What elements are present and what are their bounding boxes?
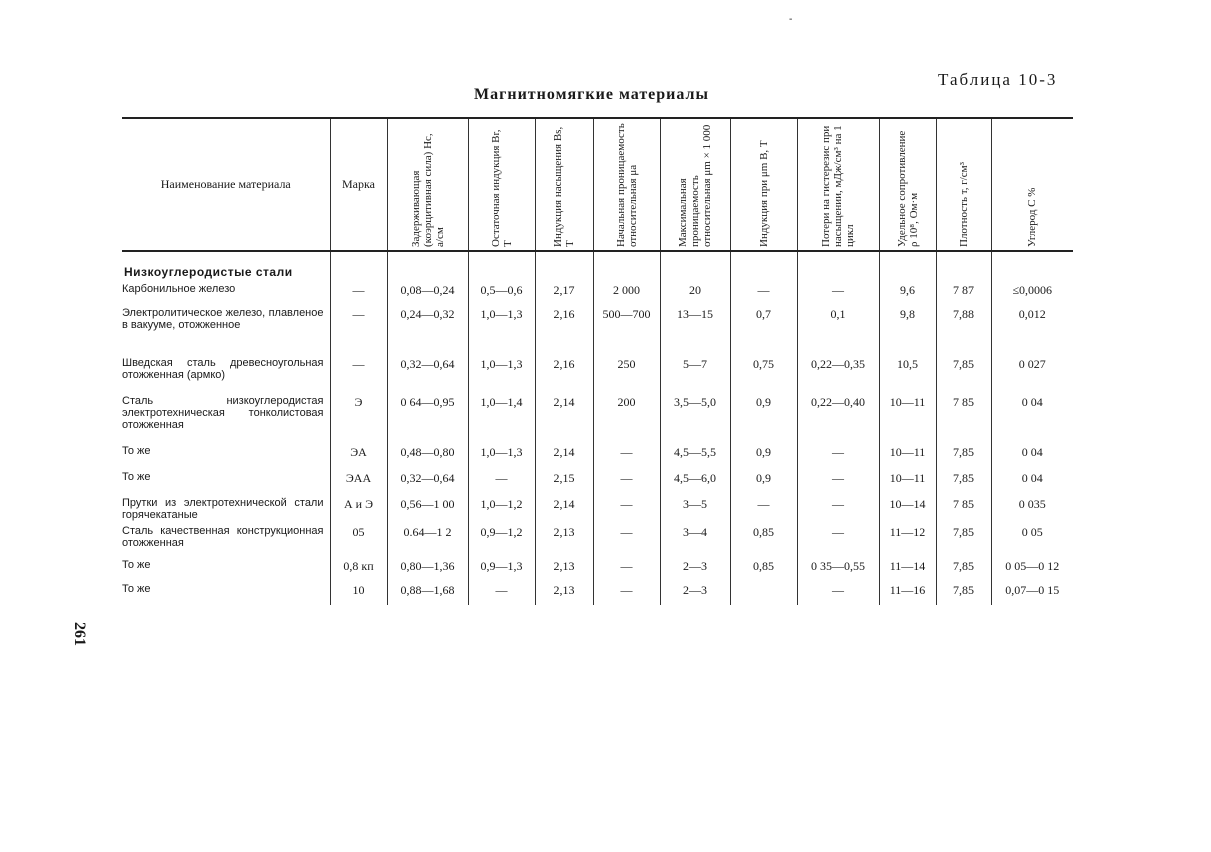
cell-carbon: 0 05—0 12	[991, 557, 1073, 581]
cell-saturation: 2,15	[535, 469, 593, 495]
header-resistivity: Удельное сопротивление ρ 10⁸, Ом·м	[879, 118, 936, 251]
cell-carbon: 0,012	[991, 305, 1073, 355]
cell-saturation: 2,13	[535, 581, 593, 605]
cell-carbon: 0 04	[991, 469, 1073, 495]
cell-resistivity: 9,8	[879, 305, 936, 355]
cell-resistivity: 11—12	[879, 523, 936, 557]
cell-resistivity: 10—11	[879, 393, 936, 443]
cell-hyst-loss: —	[797, 469, 879, 495]
cell-induction-mu: 0,9	[730, 393, 797, 443]
material-name: Прутки из электротехнической стали горячекатаные	[122, 497, 324, 521]
cell-initial-perm: 2 000	[593, 281, 660, 305]
header-grade: Марка	[330, 118, 387, 251]
cell-hyst-loss: —	[797, 581, 879, 605]
cell-hyst-loss: —	[797, 495, 879, 523]
cell-grade: —	[330, 305, 387, 355]
cell-hyst-loss: —	[797, 281, 879, 305]
cell-induction-mu	[730, 581, 797, 605]
cell-induction-mu: 0,85	[730, 557, 797, 581]
header-density: Плотность т, г/см³	[936, 118, 991, 251]
table-row	[122, 523, 1073, 557]
cell-carbon: 0 04	[991, 443, 1073, 469]
cell-grade: А и Э	[330, 495, 387, 523]
cell-resistivity: 11—16	[879, 581, 936, 605]
header-hysteresis-loss: Потери на гистерезис при насыщении, мДж/см³ на 1 цикл	[797, 118, 879, 251]
cell-hyst-loss: —	[797, 523, 879, 557]
cell-carbon: 0 05	[991, 523, 1073, 557]
cell-remanent: 0,9—1,3	[468, 557, 535, 581]
stray-mark: -	[789, 14, 793, 25]
cell-coercive: 0,24—0,32	[387, 305, 468, 355]
cell-carbon: 0 027	[991, 355, 1073, 393]
header-induction-mu: Индукция при μm B, Т	[730, 118, 797, 251]
table-row	[122, 443, 1073, 469]
section-row	[122, 263, 1073, 281]
cell-hyst-loss: 0,22—0,40	[797, 393, 879, 443]
cell-max-perm: 4,5—6,0	[660, 469, 730, 495]
cell-saturation: 2,16	[535, 355, 593, 393]
section-title: Низкоуглеродистые стали	[124, 265, 293, 279]
cell-density: 7 85	[936, 495, 991, 523]
cell-max-perm: 4,5—5,5	[660, 443, 730, 469]
cell-initial-perm: 250	[593, 355, 660, 393]
cell-initial-perm: 500—700	[593, 305, 660, 355]
cell-hyst-loss: —	[797, 443, 879, 469]
cell-density: 7,85	[936, 355, 991, 393]
cell-initial-perm: —	[593, 523, 660, 557]
material-name: Карбонильное железо	[122, 283, 236, 295]
cell-density: 7,88	[936, 305, 991, 355]
cell-initial-perm: —	[593, 557, 660, 581]
cell-resistivity: 10—11	[879, 469, 936, 495]
material-name: Шведская сталь древесноугольная отожженная (армко)	[122, 357, 324, 381]
cell-max-perm: 20	[660, 281, 730, 305]
cell-induction-mu: 0,85	[730, 523, 797, 557]
table-row	[122, 581, 1073, 605]
cell-saturation: 2,13	[535, 557, 593, 581]
cell-remanent: 1,0—1,3	[468, 443, 535, 469]
material-name: То же	[122, 445, 151, 457]
cell-density: 7,85	[936, 557, 991, 581]
materials-table	[122, 117, 1073, 605]
cell-remanent: 0,9—1,2	[468, 523, 535, 557]
cell-remanent: 1,0—1,3	[468, 355, 535, 393]
cell-coercive: 0.64—1 2	[387, 523, 468, 557]
cell-grade: 05	[330, 523, 387, 557]
cell-saturation: 2,13	[535, 523, 593, 557]
cell-hyst-loss: 0,1	[797, 305, 879, 355]
material-name: Электролитическое железо, плавленое в вакууме, отожженное	[122, 307, 324, 331]
header-max-permeability: Максимальная проницаемость относительная μm × 1 000	[660, 118, 730, 251]
cell-max-perm: 2—3	[660, 581, 730, 605]
cell-grade: —	[330, 281, 387, 305]
cell-density: 7,85	[936, 469, 991, 495]
cell-induction-mu: —	[730, 281, 797, 305]
cell-saturation: 2,17	[535, 281, 593, 305]
cell-induction-mu: 0,9	[730, 443, 797, 469]
cell-coercive: 0,88—1,68	[387, 581, 468, 605]
cell-density: 7,85	[936, 443, 991, 469]
material-name: То же	[122, 559, 151, 571]
cell-induction-mu: 0,7	[730, 305, 797, 355]
table-row	[122, 281, 1073, 305]
cell-initial-perm: —	[593, 581, 660, 605]
cell-density: 7 85	[936, 393, 991, 443]
cell-initial-perm: —	[593, 443, 660, 469]
cell-coercive: 0,32—0,64	[387, 355, 468, 393]
cell-saturation: 2,16	[535, 305, 593, 355]
cell-carbon: 0 035	[991, 495, 1073, 523]
cell-resistivity: 10—14	[879, 495, 936, 523]
header-coercive: Задерживающая (коэрцитивная сила) Hc, а/см	[387, 118, 468, 251]
cell-coercive: 0,32—0,64	[387, 469, 468, 495]
header-name: Наименование материала	[122, 118, 330, 251]
cell-saturation: 2,14	[535, 443, 593, 469]
table-row	[122, 355, 1073, 393]
material-name: То же	[122, 471, 151, 483]
cell-grade: 0,8 кп	[330, 557, 387, 581]
table-row	[122, 305, 1073, 355]
table-row	[122, 557, 1073, 581]
header-carbon: Углерод С %	[991, 118, 1073, 251]
cell-resistivity: 9,6	[879, 281, 936, 305]
material-name: Сталь качественная конструкционная отожженная	[122, 525, 324, 549]
cell-max-perm: 3,5—5,0	[660, 393, 730, 443]
table-number-label: Таблица 10-3	[938, 70, 1058, 89]
cell-grade: Э	[330, 393, 387, 443]
cell-carbon: 0,07—0 15	[991, 581, 1073, 605]
cell-coercive: 0,56—1 00	[387, 495, 468, 523]
cell-grade: ЭА	[330, 443, 387, 469]
cell-remanent: 0,5—0,6	[468, 281, 535, 305]
cell-max-perm: 3—4	[660, 523, 730, 557]
cell-hyst-loss: 0 35—0,55	[797, 557, 879, 581]
table-row	[122, 495, 1073, 523]
cell-grade: ЭАА	[330, 469, 387, 495]
material-name: Сталь низкоуглеродистая электротехническая тонколистовая отожженная	[122, 395, 324, 431]
cell-grade: 10	[330, 581, 387, 605]
cell-coercive: 0,08—0,24	[387, 281, 468, 305]
table-row	[122, 393, 1073, 443]
cell-density: 7,85	[936, 523, 991, 557]
cell-max-perm: 3—5	[660, 495, 730, 523]
cell-coercive: 0,48—0,80	[387, 443, 468, 469]
cell-initial-perm: 200	[593, 393, 660, 443]
header-saturation: Индукция насыщения Bs, Т	[535, 118, 593, 251]
cell-induction-mu: 0,75	[730, 355, 797, 393]
cell-density: 7 87	[936, 281, 991, 305]
cell-max-perm: 13—15	[660, 305, 730, 355]
cell-resistivity: 10—11	[879, 443, 936, 469]
cell-remanent: —	[468, 581, 535, 605]
cell-carbon: ≤0,0006	[991, 281, 1073, 305]
cell-density: 7,85	[936, 581, 991, 605]
header-initial-permeability: Начальная проницаемость относительная μa	[593, 118, 660, 251]
cell-remanent: 1,0—1,3	[468, 305, 535, 355]
cell-coercive: 0,80—1,36	[387, 557, 468, 581]
cell-grade: —	[330, 355, 387, 393]
cell-resistivity: 11—14	[879, 557, 936, 581]
cell-induction-mu: —	[730, 495, 797, 523]
cell-induction-mu: 0,9	[730, 469, 797, 495]
cell-remanent: 1,0—1,2	[468, 495, 535, 523]
cell-hyst-loss: 0,22—0,35	[797, 355, 879, 393]
cell-coercive: 0 64—0,95	[387, 393, 468, 443]
table-row	[122, 469, 1073, 495]
cell-initial-perm: —	[593, 495, 660, 523]
cell-remanent: —	[468, 469, 535, 495]
cell-saturation: 2,14	[535, 393, 593, 443]
table-title: Магнитномягкие материалы	[474, 86, 709, 103]
cell-resistivity: 10,5	[879, 355, 936, 393]
cell-saturation: 2,14	[535, 495, 593, 523]
cell-max-perm: 5—7	[660, 355, 730, 393]
page-number: 261	[71, 622, 88, 646]
cell-max-perm: 2—3	[660, 557, 730, 581]
header-remanent: Остаточная индукция Br, Т	[468, 118, 535, 251]
cell-remanent: 1,0—1,4	[468, 393, 535, 443]
cell-carbon: 0 04	[991, 393, 1073, 443]
cell-initial-perm: —	[593, 469, 660, 495]
material-name: То же	[122, 583, 151, 595]
